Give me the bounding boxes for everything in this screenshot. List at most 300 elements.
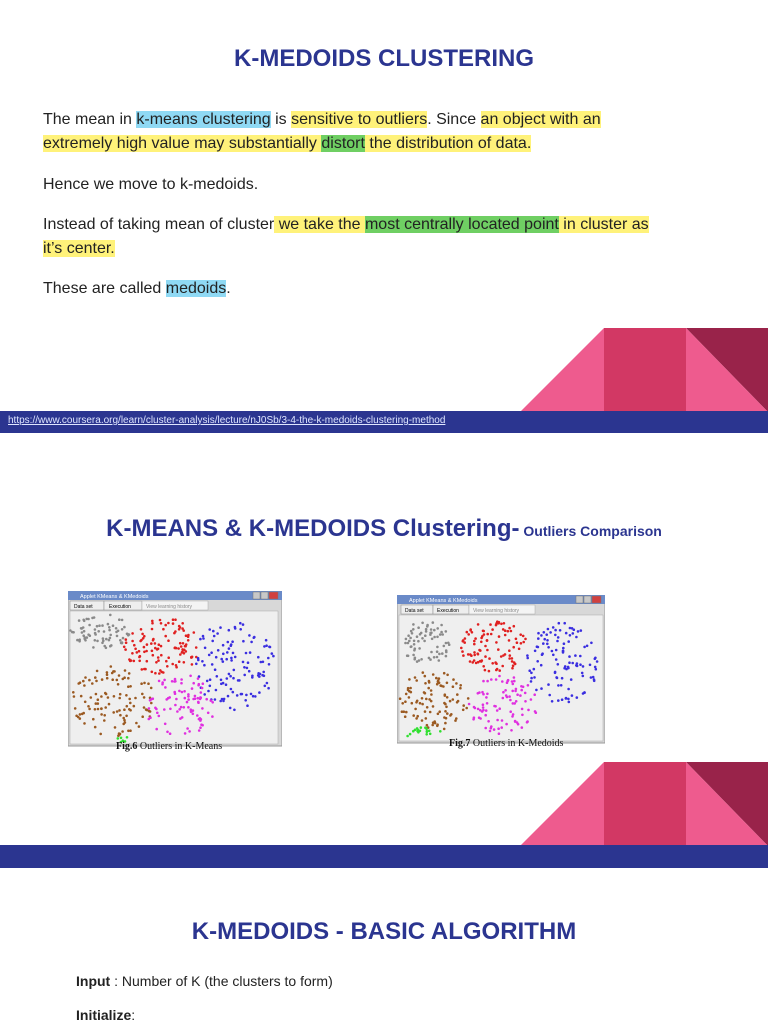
scatter-point xyxy=(241,693,244,696)
scatter-point xyxy=(150,702,153,705)
scatter-point xyxy=(122,678,125,681)
scatter-point xyxy=(83,630,86,633)
scatter-point xyxy=(554,671,557,674)
scatter-point xyxy=(412,623,415,626)
scatter-point xyxy=(432,705,435,708)
scatter-point xyxy=(201,687,204,690)
scatter-point xyxy=(80,695,83,698)
scatter-point xyxy=(199,726,202,729)
scatter-point xyxy=(197,684,200,687)
scatter-point xyxy=(510,630,513,633)
scatter-point xyxy=(71,631,74,634)
scatter-point xyxy=(558,622,561,625)
scatter-point xyxy=(74,707,77,710)
scatter-point xyxy=(159,619,162,622)
scatter-point xyxy=(580,629,583,632)
text-run: Instead of taking mean of cluster xyxy=(43,216,275,233)
scatter-point xyxy=(144,668,147,671)
title-subtitle: Outliers Comparison xyxy=(519,523,662,539)
scatter-point xyxy=(409,733,412,736)
scatter-point xyxy=(143,706,146,709)
scatter-point xyxy=(409,687,412,690)
close-icon xyxy=(592,596,601,603)
scatter-point xyxy=(491,628,494,631)
scatter-point xyxy=(152,654,155,657)
scatter-point xyxy=(135,722,138,725)
scatter-point xyxy=(576,662,579,665)
scatter-point xyxy=(528,669,531,672)
scatter-point xyxy=(167,656,170,659)
scatter-point xyxy=(445,642,448,645)
scatter-point xyxy=(225,683,228,686)
scatter-point xyxy=(511,680,514,683)
scatter-point xyxy=(96,640,99,643)
scatter-point xyxy=(465,707,468,710)
scatter-point xyxy=(199,638,202,641)
scatter-point xyxy=(536,645,539,648)
scatter-point xyxy=(186,727,189,730)
scatter-point xyxy=(237,679,240,682)
scatter-point xyxy=(473,659,476,662)
scatter-point xyxy=(455,682,458,685)
scatter-point xyxy=(540,634,543,637)
scatter-point xyxy=(450,713,453,716)
scatter-point xyxy=(102,640,105,643)
scatter-point xyxy=(160,645,163,648)
scatter-point xyxy=(140,682,143,685)
scatter-point xyxy=(129,685,132,688)
scatter-point xyxy=(262,661,265,664)
scatter-point xyxy=(573,628,576,631)
scatter-point xyxy=(498,635,501,638)
scatter-point xyxy=(123,708,126,711)
scatter-point xyxy=(530,677,533,680)
scatter-point xyxy=(438,677,441,680)
scatter-point xyxy=(113,695,116,698)
scatter-point xyxy=(590,676,593,679)
scatter-point xyxy=(171,680,174,683)
scatter-point xyxy=(128,708,131,711)
scatter-point xyxy=(215,689,218,692)
coursera-source-link[interactable]: https://www.coursera.org/learn/cluster-analysis/lecture/nJ0Sb/3-4-the-k-medoids-clustering-method xyxy=(8,415,446,426)
scatter-point xyxy=(417,626,420,629)
scatter-point xyxy=(460,647,463,650)
scatter-point xyxy=(254,695,257,698)
scatter-point xyxy=(424,682,427,685)
scatter-point xyxy=(108,629,111,632)
scatter-point xyxy=(555,649,558,652)
scatter-point xyxy=(421,622,424,625)
scatter-point xyxy=(425,733,428,736)
scatter-point xyxy=(431,638,434,641)
scatter-point xyxy=(222,660,225,663)
scatter-point xyxy=(201,707,204,710)
scatter-point xyxy=(126,633,129,636)
scatter-point xyxy=(412,730,415,733)
scatter-point xyxy=(524,692,527,695)
scatter-point xyxy=(202,637,205,640)
scatter-point xyxy=(214,698,217,701)
scatter-point xyxy=(107,696,110,699)
scatter-point xyxy=(160,654,163,657)
scatter-point xyxy=(72,691,75,694)
scatter-point xyxy=(115,627,118,630)
initialize-text: : xyxy=(131,1007,136,1023)
scatter-point xyxy=(404,715,407,718)
scatter-point xyxy=(228,629,231,632)
scatter-point xyxy=(479,649,482,652)
scatter-point xyxy=(208,628,211,631)
scatter-point xyxy=(103,719,106,722)
scatter-point xyxy=(439,730,442,733)
scatter-point xyxy=(201,724,204,727)
scatter-point xyxy=(79,681,82,684)
scatter-point xyxy=(200,691,203,694)
scatter-point xyxy=(521,708,524,711)
scatter-point xyxy=(445,706,448,709)
slide-outliers-comparison xyxy=(0,455,768,868)
scatter-point xyxy=(182,629,185,632)
scatter-point xyxy=(140,628,143,631)
scatter-point xyxy=(174,692,177,695)
scatter-point xyxy=(561,677,564,680)
scatter-point xyxy=(480,641,483,644)
scatter-point xyxy=(98,624,101,627)
scatter-point xyxy=(425,628,428,631)
scatter-point xyxy=(493,728,496,731)
scatter-point xyxy=(75,715,78,718)
scatter-point xyxy=(178,660,181,663)
scatter-point xyxy=(126,705,129,708)
scatter-point xyxy=(197,701,200,704)
scatter-point xyxy=(133,644,136,647)
scatter-point xyxy=(459,684,462,687)
scatter-point xyxy=(220,658,223,661)
scatter-point xyxy=(421,703,424,706)
scatter-point xyxy=(172,618,175,621)
scatter-point xyxy=(159,669,162,672)
scatter-point xyxy=(576,665,579,668)
scatter-point xyxy=(116,710,119,713)
scatter-point xyxy=(579,655,582,658)
scatter-point xyxy=(197,697,200,700)
scatter-point xyxy=(469,629,472,632)
scatter-point xyxy=(412,714,415,717)
paragraph-move-to-kmedoids: Hence we move to k-medoids. xyxy=(43,176,259,193)
scatter-point xyxy=(489,623,492,626)
scatter-point xyxy=(435,677,438,680)
scatter-point xyxy=(495,669,498,672)
scatter-point xyxy=(554,634,557,637)
scatter-point xyxy=(555,658,558,661)
scatter-point xyxy=(179,626,182,629)
scatter-point xyxy=(427,687,430,690)
scatter-point xyxy=(253,636,256,639)
scatter-point xyxy=(509,710,512,713)
scatter-point xyxy=(504,634,507,637)
scatter-point xyxy=(78,638,81,641)
scatter-point xyxy=(502,697,505,700)
scatter-point xyxy=(258,691,261,694)
scatter-point xyxy=(510,729,513,732)
scatter-point xyxy=(537,632,540,635)
scatter-point xyxy=(501,719,504,722)
scatter-point xyxy=(444,694,447,697)
scatter-point xyxy=(404,642,407,645)
scatter-point xyxy=(94,676,97,679)
scatter-point xyxy=(527,709,530,712)
scatter-point xyxy=(446,712,449,715)
scatter-point xyxy=(433,629,436,632)
scatter-point xyxy=(486,680,489,683)
scatter-point xyxy=(163,708,166,711)
scatter-point xyxy=(104,706,107,709)
scatter-point xyxy=(519,694,522,697)
scatter-point xyxy=(405,638,408,641)
scatter-point xyxy=(210,699,213,702)
footer-bar xyxy=(0,845,768,868)
highlight-distort: distort xyxy=(321,135,365,152)
scatter-point xyxy=(559,629,562,632)
scatter-point xyxy=(229,675,232,678)
scatter-point xyxy=(174,678,177,681)
scatter-point xyxy=(569,634,572,637)
scatter-point xyxy=(595,668,598,671)
scatter-point xyxy=(552,654,555,657)
scatter-point xyxy=(141,633,144,636)
scatter-point xyxy=(271,652,274,655)
scatter-point xyxy=(125,638,128,641)
scatter-point xyxy=(189,675,192,678)
minimize-icon xyxy=(576,596,583,603)
scatter-point xyxy=(262,671,265,674)
scatter-point xyxy=(191,687,194,690)
scatter-point xyxy=(227,695,230,698)
scatter-point xyxy=(134,648,137,651)
scatter-point xyxy=(488,657,491,660)
scatter-point xyxy=(167,622,170,625)
tab-execution: Execution xyxy=(437,608,459,614)
scatter-point xyxy=(209,685,212,688)
scatter-point xyxy=(563,642,566,645)
scatter-point xyxy=(496,709,499,712)
scatter-point xyxy=(546,643,549,646)
scatter-point xyxy=(151,620,154,623)
scatter-point xyxy=(146,643,149,646)
scatter-point xyxy=(129,702,132,705)
scatter-point xyxy=(162,628,165,631)
scatter-point xyxy=(265,639,268,642)
scatter-point xyxy=(196,714,199,717)
scatter-point xyxy=(436,656,439,659)
scatter-point xyxy=(121,730,124,733)
scatter-point xyxy=(556,640,559,643)
scatter-point xyxy=(118,674,121,677)
scatter-point xyxy=(433,656,436,659)
scatter-point xyxy=(581,672,584,675)
scatter-point xyxy=(485,709,488,712)
scatter-point xyxy=(449,700,452,703)
scatter-point xyxy=(583,691,586,694)
scatter-point xyxy=(117,683,120,686)
scatter-point xyxy=(233,709,236,712)
scatter-point xyxy=(87,618,90,621)
scatter-point xyxy=(214,668,217,671)
scatter-point xyxy=(190,656,193,659)
scatter-point xyxy=(421,637,424,640)
scatter-point xyxy=(452,685,455,688)
scatter-point xyxy=(500,726,503,729)
scatter-point xyxy=(567,688,570,691)
scatter-point xyxy=(540,664,543,667)
scatter-point xyxy=(439,633,442,636)
scatter-point xyxy=(498,732,501,735)
scatter-point xyxy=(596,660,599,663)
scatter-point xyxy=(478,716,481,719)
scatter-point xyxy=(417,729,420,732)
slide-title: K-MEDOIDS - BASIC ALGORITHM xyxy=(191,918,577,945)
scatter-point xyxy=(228,673,231,676)
scatter-point xyxy=(508,695,511,698)
scatter-point xyxy=(106,671,109,674)
scatter-point xyxy=(551,650,554,653)
scatter-point xyxy=(444,722,447,725)
scatter-point xyxy=(533,693,536,696)
scatter-point xyxy=(204,647,207,650)
scatter-point xyxy=(420,658,423,661)
scatter-point xyxy=(103,630,106,633)
scatter-point xyxy=(405,711,408,714)
scatter-point xyxy=(438,659,441,662)
scatter-point xyxy=(414,708,417,711)
scatter-point xyxy=(199,717,202,720)
scatter-point xyxy=(180,678,183,681)
scatter-point xyxy=(526,720,529,723)
scatter-point xyxy=(143,646,146,649)
scatter-point xyxy=(182,642,185,645)
scatter-point xyxy=(409,637,412,640)
scatter-point xyxy=(443,672,446,675)
scatter-point xyxy=(473,640,476,643)
scatter-point xyxy=(446,696,449,699)
scatter-point xyxy=(266,682,269,685)
scatter-point xyxy=(197,677,200,680)
highlight-central-point: most centrally located point xyxy=(364,216,559,233)
scatter-point xyxy=(462,640,465,643)
scatter-point xyxy=(193,631,196,634)
scatter-point xyxy=(123,646,126,649)
scatter-point xyxy=(524,638,527,641)
scatter-point xyxy=(473,654,476,657)
scatter-point xyxy=(502,691,505,694)
scatter-point xyxy=(534,710,537,713)
scatter-point xyxy=(131,632,134,635)
scatter-point xyxy=(485,696,488,699)
scatter-point xyxy=(411,632,414,635)
scatter-point xyxy=(502,628,505,631)
scatter-point xyxy=(94,639,97,642)
scatter-point xyxy=(593,678,596,681)
scatter-point xyxy=(268,646,271,649)
scatter-point xyxy=(99,733,102,736)
scatter-point xyxy=(579,663,582,666)
scatter-point xyxy=(432,673,435,676)
scatter-point xyxy=(516,641,519,644)
slide-basic-algorithm xyxy=(0,890,768,1024)
scatter-point xyxy=(131,652,134,655)
scatter-point xyxy=(554,629,557,632)
scatter-point xyxy=(205,698,208,701)
scatter-point xyxy=(562,650,565,653)
scatter-point xyxy=(495,678,498,681)
applet-window-title: Applet KMeans & KMedoids xyxy=(80,594,149,600)
scatter-point xyxy=(90,696,93,699)
scatter-point xyxy=(486,693,489,696)
scatter-point xyxy=(440,631,443,634)
scatter-point xyxy=(512,702,515,705)
scatter-point xyxy=(522,635,525,638)
scatter-point xyxy=(513,625,516,628)
scatter-point xyxy=(79,717,82,720)
scatter-point xyxy=(428,657,431,660)
initialize-label: Initialize xyxy=(76,1007,132,1023)
scatter-point xyxy=(590,642,593,645)
scatter-point xyxy=(418,647,421,650)
scatter-point xyxy=(462,704,465,707)
maximize-icon xyxy=(584,596,591,603)
scatter-point xyxy=(157,659,160,662)
scatter-point xyxy=(97,702,100,705)
scatter-point xyxy=(540,687,543,690)
scatter-point xyxy=(410,645,413,648)
scatter-point xyxy=(118,709,121,712)
scatter-point xyxy=(94,633,97,636)
scatter-point xyxy=(426,730,429,733)
scatter-point xyxy=(438,710,441,713)
scatter-point xyxy=(148,707,151,710)
scatter-point xyxy=(482,665,485,668)
scatter-point xyxy=(105,638,108,641)
scatter-point xyxy=(220,679,223,682)
scatter-point xyxy=(413,649,416,652)
scatter-point xyxy=(183,661,186,664)
close-icon xyxy=(269,592,278,599)
scatter-point xyxy=(101,624,104,627)
scatter-point xyxy=(116,635,119,638)
scatter-point xyxy=(468,703,471,706)
scatter-point xyxy=(267,657,270,660)
caption-text: Outliers in K-Medoids xyxy=(470,738,564,749)
scatter-point xyxy=(125,694,128,697)
scatter-point xyxy=(215,656,218,659)
scatter-point xyxy=(541,653,544,656)
scatter-point xyxy=(452,698,455,701)
scatter-point xyxy=(486,639,489,642)
scatter-point xyxy=(105,693,108,696)
scatter-point xyxy=(484,655,487,658)
scatter-point xyxy=(139,655,142,658)
scatter-point xyxy=(518,648,521,651)
highlight-distribution: the distribution of data. xyxy=(364,135,532,152)
minimize-icon xyxy=(253,592,260,599)
scatter-point xyxy=(445,649,448,652)
scatter-point xyxy=(100,695,103,698)
scatter-point xyxy=(248,634,251,637)
scatter-point xyxy=(173,632,176,635)
text-run: . Since xyxy=(427,111,481,128)
scatter-point xyxy=(508,649,511,652)
scatter-point xyxy=(263,645,266,648)
